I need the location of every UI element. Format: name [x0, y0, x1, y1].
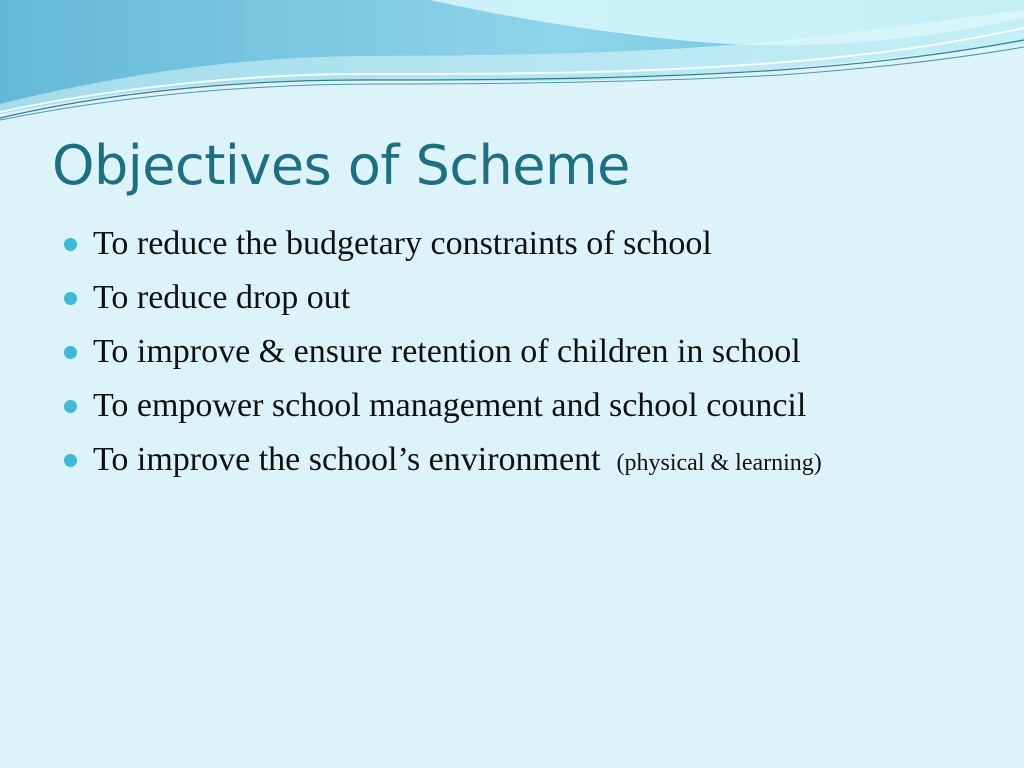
bullet-text: To improve & ensure retention of children in school [93, 333, 801, 370]
slide-title: Objectives of Scheme [52, 134, 630, 197]
bullet-item [62, 273, 1002, 327]
bullet-list [62, 219, 1002, 489]
bullet-text: To reduce the budgetary constraints of school [93, 225, 712, 262]
bullet-dot-icon [64, 454, 77, 467]
bullet-dot-icon [64, 238, 77, 251]
bullet-item [62, 219, 1002, 273]
bullet-dot-icon [64, 292, 77, 305]
bullet-item [62, 381, 1002, 435]
bullet-dot-icon [64, 400, 77, 413]
bullet-item [62, 435, 1002, 489]
wave-header-decoration [0, 0, 1024, 130]
bullet-text: To reduce drop out [93, 279, 351, 316]
bullet-dot-icon [64, 346, 77, 359]
bullet-text: To improve the school’s environment [93, 441, 601, 478]
bullet-item [62, 327, 1002, 381]
bullet-text: To empower school management and school council [93, 387, 807, 424]
bullet-note: (physical & learning) [616, 450, 822, 476]
